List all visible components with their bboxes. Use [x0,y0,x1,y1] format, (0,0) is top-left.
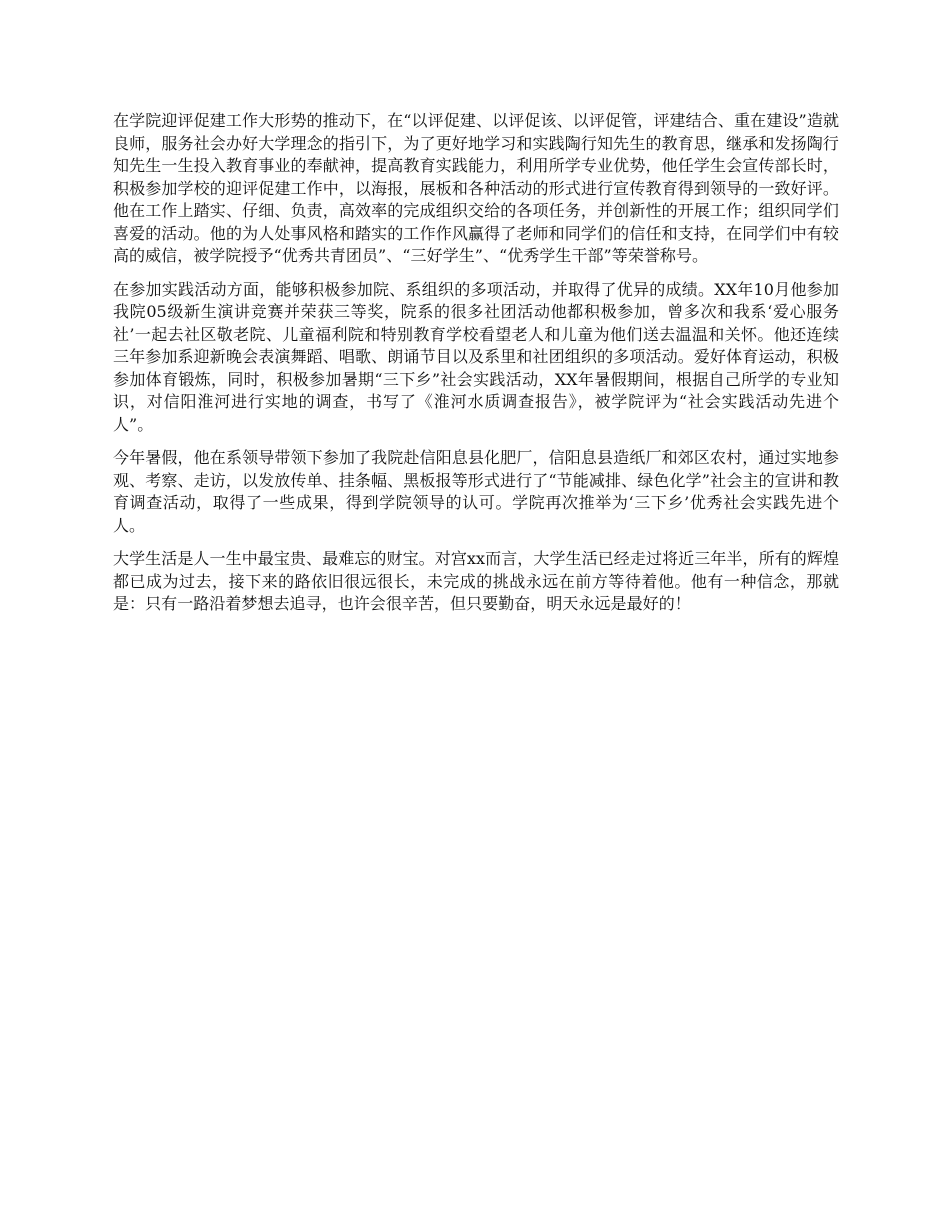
paragraph-1: 在学院迎评促建工作大形势的推动下，在“以评促建、以评促该、以评促管，评建结合、重在建设”造就良师，服务社会办好大学理念的指引下，为了更好地学习和实践陶行知先生的教育思，继承和发扬陶行知先生一生投入教育事业的奉献神，提高教育实践能力，利用所学专业优势，他任学生会宣传部长时，积极参加学校的迎评促建工作中，以海报，展板和各种活动的形式进行宣传教育得到领导的一致好评。他在工作上踏实、仔细、负责，高效率的完成组织交给的各项任务，并创新性的开展工作；组织同学们喜爱的活动。他的为人处事风格和踏实的工作作风赢得了老师和同学们的信任和支持，在同学们中有较高的威信，被学院授予“优秀共青团员”、“三好学生”、“优秀学生干部”等荣誉称号。 [113,111,839,265]
document-body [113,110,839,627]
paragraph-2: 在参加实践活动方面，能够积极参加院、系组织的多项活动，并取得了优异的成绩。XX年10月他参加我院05级新生演讲竞赛并荣获三等奖，院系的很多社团活动他都积极参加，曾多次和我系‘爱心服务社’一起去社区敬老院、儿童福利院和特别教育学校看望老人和儿童为他们送去温温和关怀。他还连续三年参加系迎新晚会表演舞蹈、唱歌、朗诵节目以及系里和社团组织的多项活动。爱好体育运动，积极参加体育锻炼，同时，积极参加暑期“三下乡”社会实践活动，XX年暑假期间，根据自己所学的专业知识，对信阳淮河进行实地的调查，书写了《淮河水质调查报告》，被学院评为“社会实践活动先进个人”。 [113,279,839,434]
paragraph-3: 今年暑假，他在系领导带领下参加了我院赴信阳息县化肥厂，信阳息县造纸厂和郊区农村，通过实地参观、考察、走访，以发放传单、挂条幅、黑板报等形式进行了“节能减排、绿色化学”社会主的宣讲和教育调查活动，取得了一些成果，得到学院领导的认可。学院再次推举为‘三下乡’优秀社会实践先进个人。 [113,448,839,535]
paragraph-4: 大学生活是人一生中最宝贵、最难忘的财宝。对宫xx而言，大学生活已经走过将近三年半，所有的辉煌都已成为过去，接下来的路依旧很远很长，未完成的挑战永远在前方等待着他。他有一种信念，那就是：只有一路沿着梦想去追寻，也许会很辛苦，但只要勤奋，明天永远是最好的！ [113,549,839,613]
